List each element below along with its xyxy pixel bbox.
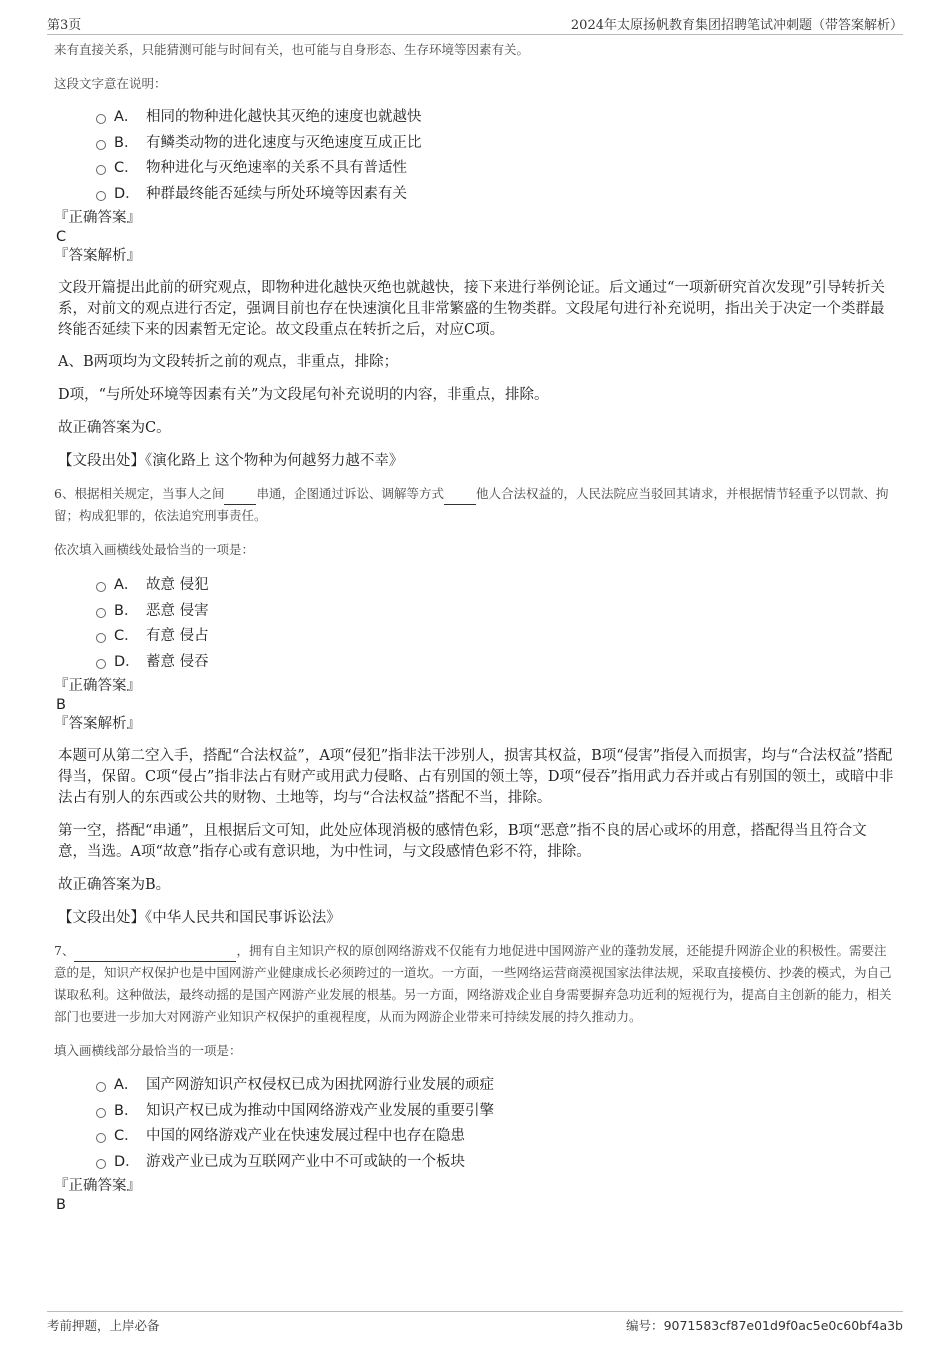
option-key: B． [114,602,139,619]
option-key: A． [114,109,139,125]
page-number: 第3页 [47,18,82,33]
option-text: 游戏产业已成为互联网产业中不可或缺的一个板块 [146,1153,465,1170]
q6-blank-1 [224,482,256,505]
q6-stem-part-b: 串通，企图通过诉讼、调解等方式 [256,486,444,501]
q6-stem-part-a: 根据相关规定，当事人之间 [74,486,225,501]
option-key: A． [114,577,139,593]
q5-analysis-3: D项，“与所处环境等因素有关”为文段尾句补充说明的内容，非重点，排除。 [58,387,549,403]
option-text: 国产网游知识产权侵权已成为困扰网游行业发展的顽症 [146,1077,494,1093]
q5-analysis-label: 『答案解析』 [54,248,141,264]
q7-options [54,1073,894,1175]
radio-icon[interactable] [96,140,106,150]
option-text: 恶意 侵害 [146,602,209,619]
option-text: 有鳞类动物的进化速度与灭绝速度互成正比 [146,134,422,151]
q7-option-d[interactable] [96,1150,894,1176]
q7-answer: B [56,1197,66,1213]
q7-prompt: 填入画横线部分最恰当的一项是： [54,1043,242,1058]
footer-slogan: 考前押题，上岸必备 [47,1318,160,1333]
q5-intro-tail: 来有直接关系，只能猜测可能与时间有关，也可能与自身形态、生存环境等因素有关。 [54,42,530,57]
option-key: D． [114,185,140,202]
q6-option-b[interactable] [96,599,894,625]
option-text: 故意 侵犯 [146,577,209,593]
page-header [47,14,903,35]
q6-option-a[interactable] [96,573,894,599]
radio-icon[interactable] [96,582,106,592]
option-text: 蓄意 侵吞 [146,653,209,670]
q6-stem-part-c: 他人合法权益的，人民法院应当驳回其请求，并根据情节轻重予以罚款、拘留；构成犯罪的，依法追究刑事责任。 [54,486,889,523]
q5-option-d[interactable] [96,182,894,208]
q7-option-c[interactable] [96,1124,894,1150]
q7-number: 7、 [54,943,75,958]
q7-option-a[interactable] [96,1073,894,1099]
radio-icon[interactable] [96,1108,106,1118]
option-key: D． [114,653,140,670]
q7-stem-text: ，拥有自主知识产权的原创网络游戏不仅能有力地促进中国网游产业的蓬勃发展，还能提升网游企业的积极性。需要注意的是，知识产权保护也是中国网游产业健康成长必须跨过的一道坎。一方面，一些网络运营商漠视国家法律法规，采取直接模仿、抄袭的模式，为自己谋取私利。这种做法，最终动摇的是国产网游产业发展的根基。另一方面，网络游戏企业自身需要摒弃急功近利的短视行为，提高自主创新的能力，相关部门也要进一步加大对网游产业知识产权保护的重视程度，从而为网游企业带来可持续发展的持久推动力。 [54,943,892,1024]
option-text: 相同的物种进化越快其灭绝的速度也就越快 [146,109,422,125]
q5-option-c[interactable] [96,156,894,182]
q7-stem [54,939,894,1028]
q5-source: 【文段出处】《演化路上 这个物种为何越努力越不幸》 [58,453,404,469]
code-value: 9071583cf87e01d9f0ac5e0c60bf4a3b [663,1318,903,1333]
q7-blank [74,939,236,962]
option-text: 中国的网络游戏产业在快速发展过程中也存在隐患 [146,1128,465,1144]
q5-analysis-2: A、B两项均为文段转折之前的观点，非重点，排除； [58,354,399,370]
q6-answer-label: 『正确答案』 [54,678,141,694]
q6-blank-2 [444,482,476,505]
option-key: B． [114,134,139,151]
q5-answer-label: 『正确答案』 [54,210,141,226]
q6-analysis-2: 第一空，搭配“串通”，且根据后文可知，此处应体现消极的感情色彩，B项“恶意”指不良的居心或坏的用意，搭配得当且符合文意，当选。A项“故意”指存心或有意识地，为中性词，与文段感情色彩不符，排除。 [58,823,867,860]
radio-icon[interactable] [96,1133,106,1143]
option-key: A． [114,1077,139,1093]
q5-options [54,105,894,207]
q6-analysis-1: 本题可从第二空入手，搭配“合法权益”，A项“侵犯”指非法干涉别人，损害其权益，B项“侵害”指侵入而损害，均与“合法权益”搭配得当，保留。C项“侵占”指非法占有财产或用武力侵略、占有别国的领土等，D项“侵吞”指用武力吞并或占有别国的领土，或暗中非法占有别人的东西或公共的财物、土地等，均与“合法权益”搭配不当，排除。 [58,748,894,806]
q7-answer-label: 『正确答案』 [54,1178,141,1194]
q6-prompt: 依次填入画横线处最恰当的一项是： [54,542,255,557]
option-text: 有意 侵占 [146,628,209,644]
q5-answer: C [56,229,67,245]
page-footer [47,1311,903,1336]
option-key: C． [114,160,139,176]
radio-icon[interactable] [96,608,106,618]
option-key: D． [114,1153,140,1170]
q5-analysis-1: 文段开篇提出此前的研究观点，即物种进化越快灭绝也就越快，接下来进行举例论证。后文通过“一项新研究首次发现”引导转折关系，对前文的观点进行否定，强调目前也存在快速演化且非常繁盛的生物类群。文段尾句进行补充说明，指出关于决定一个类群最终能否延续下来的因素暂无定论。故文段重点在转折之后，对应C项。 [58,280,885,338]
q5-prompt: 这段文字意在说明： [54,76,167,91]
document-title: 2024年太原扬帆教育集团招聘笔试冲刺题（带答案解析） [570,18,903,33]
q6-answer: B [56,697,66,713]
radio-icon[interactable] [96,1082,106,1092]
option-text: 知识产权已成为推动中国网络游戏产业发展的重要引擎 [146,1102,494,1119]
option-key: C． [114,628,139,644]
q6-analysis-3: 故正确答案为B。 [58,877,171,893]
document-body [54,42,894,1215]
q6-number: 6、 [54,486,75,501]
option-key: B． [114,1102,139,1119]
radio-icon[interactable] [96,165,106,175]
radio-icon[interactable] [96,1159,106,1169]
radio-icon[interactable] [96,114,106,124]
q5-option-a[interactable] [96,105,894,131]
option-key: C． [114,1128,139,1144]
q7-option-b[interactable] [96,1099,894,1125]
radio-icon[interactable] [96,659,106,669]
q6-option-d[interactable] [96,650,894,676]
q6-analysis-label: 『答案解析』 [54,716,141,732]
q5-option-b[interactable] [96,131,894,157]
code-label: 编号： [626,1318,664,1333]
radio-icon[interactable] [96,191,106,201]
q6-option-c[interactable] [96,624,894,650]
q5-analysis-4: 故正确答案为C。 [58,420,171,436]
q6-stem [54,482,894,527]
q6-source: 【文段出处】《中华人民共和国民事诉讼法》 [58,910,341,926]
radio-icon[interactable] [96,633,106,643]
document-code [626,1316,903,1334]
option-text: 物种进化与灭绝速率的关系不具有普适性 [146,160,407,176]
q6-options [54,573,894,675]
option-text: 种群最终能否延续与所处环境等因素有关 [146,185,407,202]
